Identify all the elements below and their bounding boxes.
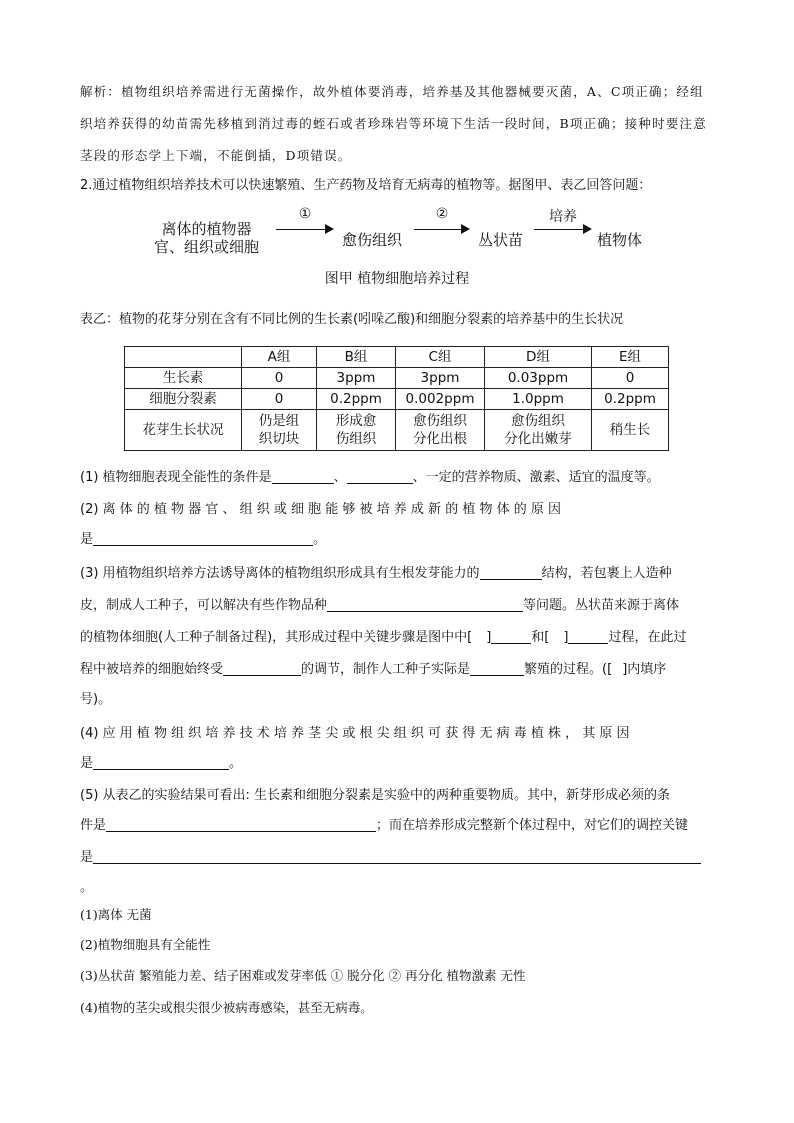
answer-blank[interactable] (327, 597, 523, 612)
table-caption: 表乙：植物的花芽分别在含有不同比例的生长素(吲哚乙酸)和细胞分裂素的培养基中的生长状况 (80, 312, 624, 327)
table-header-cell: E组 (592, 347, 669, 368)
subquestion-3-line-1: (3) 用植物组织培养方法诱导离体的植物组织形成具有生根发芽能力的 结构，若包裹上人造种 (80, 566, 672, 581)
table-cell: 0.03ppm (485, 368, 592, 389)
answer-2: (2)植物细胞具有全能性 (80, 937, 211, 952)
subquestion-5-line-4: 。 (80, 880, 94, 895)
process-flow-diagram (130, 206, 690, 260)
subquestion-3-line-2: 皮，制成人工种子，可以解决有些作物品种 等问题。丛状苗来源于离体 (80, 598, 680, 613)
table-cell: 花芽生长状况 (125, 410, 242, 451)
subquestion-3-line-3: 的植物体细胞(人工种子制备过程)，其形成过程中关键步骤是图中中[ ] 和[ ] 过程，在此过 (80, 630, 687, 645)
subquestion-3-line-4: 程中被培养的细胞始终受 的调节，制作人工种子实际是 繁殖的过程。([ ]内填序 (80, 662, 667, 677)
answer-blank[interactable] (480, 565, 542, 580)
subquestion-3-line-5: 号)。 (80, 692, 112, 707)
flow-arrow-1-label: ① (298, 206, 312, 222)
table-cell: 3ppm (396, 368, 485, 389)
table-header-cell: B组 (317, 347, 396, 368)
flow-node-explant-line1: 离体的植物器 (161, 220, 252, 238)
table-cell: 0.2ppm (317, 389, 396, 410)
answer-blank[interactable] (347, 469, 413, 484)
flow-node-callus: 愈伤组织 (342, 231, 403, 249)
answer-blank[interactable] (568, 629, 608, 644)
analysis-line-3: 茎段的形态学上下端，不能倒插，D项错误。 (80, 148, 352, 163)
answer-4: (4)植物的茎尖或根尖很少被病毒感染，甚至无病毒。 (80, 1000, 373, 1015)
subquestion-1: (1) 植物细胞表现全能性的条件是 、 、一定的营养物质、激素、适宜的温度等。 (80, 470, 660, 485)
table-cell: 细胞分裂素 (125, 389, 242, 410)
answer-blank[interactable] (106, 817, 376, 832)
flow-arrow-3 (534, 209, 592, 240)
table-cell: 0 (242, 389, 317, 410)
subquestion-4-line-1: (4) 应 用 植 物 组 织 培 养 技 术 培 养 茎 尖 或 根 尖 组 织 可 获 得 无 病 毒 植 株 ， 其 原 因 (80, 726, 630, 741)
analysis-line-2: 织培养获得的幼苗需先移植到消过毒的蛭石或者珍珠岩等环境下生活一段时间，B项正确；接种时要注意 (80, 116, 707, 131)
answer-blank[interactable] (223, 661, 301, 676)
answer-1: (1)离体 无菌 (80, 907, 152, 922)
table-cell: 0.2ppm (592, 389, 669, 410)
answer-blank[interactable] (93, 755, 229, 770)
subquestion-5-line-3: 是 (80, 842, 720, 874)
subquestion-5-line-2: 件是 ；而在培养形成完整新个体过程中，对它们的调控关键 (80, 818, 689, 833)
table-cell: 0 (242, 368, 317, 389)
flow-arrow-2-label: ② (435, 206, 449, 222)
table-cell: 0 (592, 368, 669, 389)
table-cell: 0.002ppm (396, 389, 485, 410)
table-cell: 稍生长 (592, 410, 669, 451)
table-row (125, 410, 669, 451)
table-cell: 仍是组 织切块 (242, 410, 317, 451)
answer-3: (3)丛状苗 繁殖能力差、结子困难或发芽率低 ① 脱分化 ② 再分化 植物激素 无性 (80, 968, 526, 983)
subquestion-5-line-1: (5) 从表乙的实验结果可看出: 生长素和细胞分裂素是实验中的两种重要物质。其中，新芽形成必须的条 (80, 788, 671, 803)
question-stem: 2.通过植物组织培养技术可以快速繁殖、生产药物及培育无病毒的植物等。据图甲、表乙回答问题： (80, 178, 652, 193)
flow-arrow-2 (414, 206, 470, 240)
flow-node-seedling-cluster: 丛状苗 (478, 231, 524, 249)
subquestion-2-line-1: (2) 离 体 的 植 物 器 官 、 组 织 或 细 胞 能 够 被 培 养 成 新 的 植 物 体 的 原 因 (80, 502, 561, 517)
subquestion-2-line-2: 是 。 (80, 532, 327, 547)
table-header-cell (125, 347, 242, 368)
answer-blank[interactable] (272, 469, 334, 484)
answer-blank[interactable] (491, 629, 531, 644)
table-cell: 愈伤组织 分化出根 (396, 410, 485, 451)
growth-table (124, 346, 669, 451)
flow-arrow-1 (276, 206, 334, 240)
answer-blank[interactable] (93, 849, 701, 864)
table-header-row (125, 347, 669, 368)
table-cell: 1.0ppm (485, 389, 592, 410)
table-cell: 3ppm (317, 368, 396, 389)
flow-node-plant: 植物体 (597, 231, 643, 249)
table-cell: 形成愈 伤组织 (317, 410, 396, 451)
flow-node-explant-line2: 官、组织或细胞 (154, 238, 260, 256)
table-row (125, 368, 669, 389)
subquestion-4-line-2: 是 。 (80, 756, 243, 771)
answer-blank[interactable] (93, 531, 313, 546)
flow-arrow-3-label: 培养 (549, 209, 577, 225)
table-row (125, 389, 669, 410)
table-cell: 生长素 (125, 368, 242, 389)
table-cell: 愈伤组织 分化出嫩芽 (485, 410, 592, 451)
analysis-line-1: 解析：植物组织培养需进行无菌操作，故外植体要消毒，培养基及其他器械要灭菌，A、C项正确；经组 (80, 84, 704, 99)
flow-node-explant (154, 220, 259, 256)
table-header-cell: D组 (485, 347, 592, 368)
table-header-cell: A组 (242, 347, 317, 368)
answer-blank[interactable] (470, 661, 524, 676)
figure-caption: 图甲 植物细胞培养过程 (324, 271, 470, 287)
table-header-cell: C组 (396, 347, 485, 368)
